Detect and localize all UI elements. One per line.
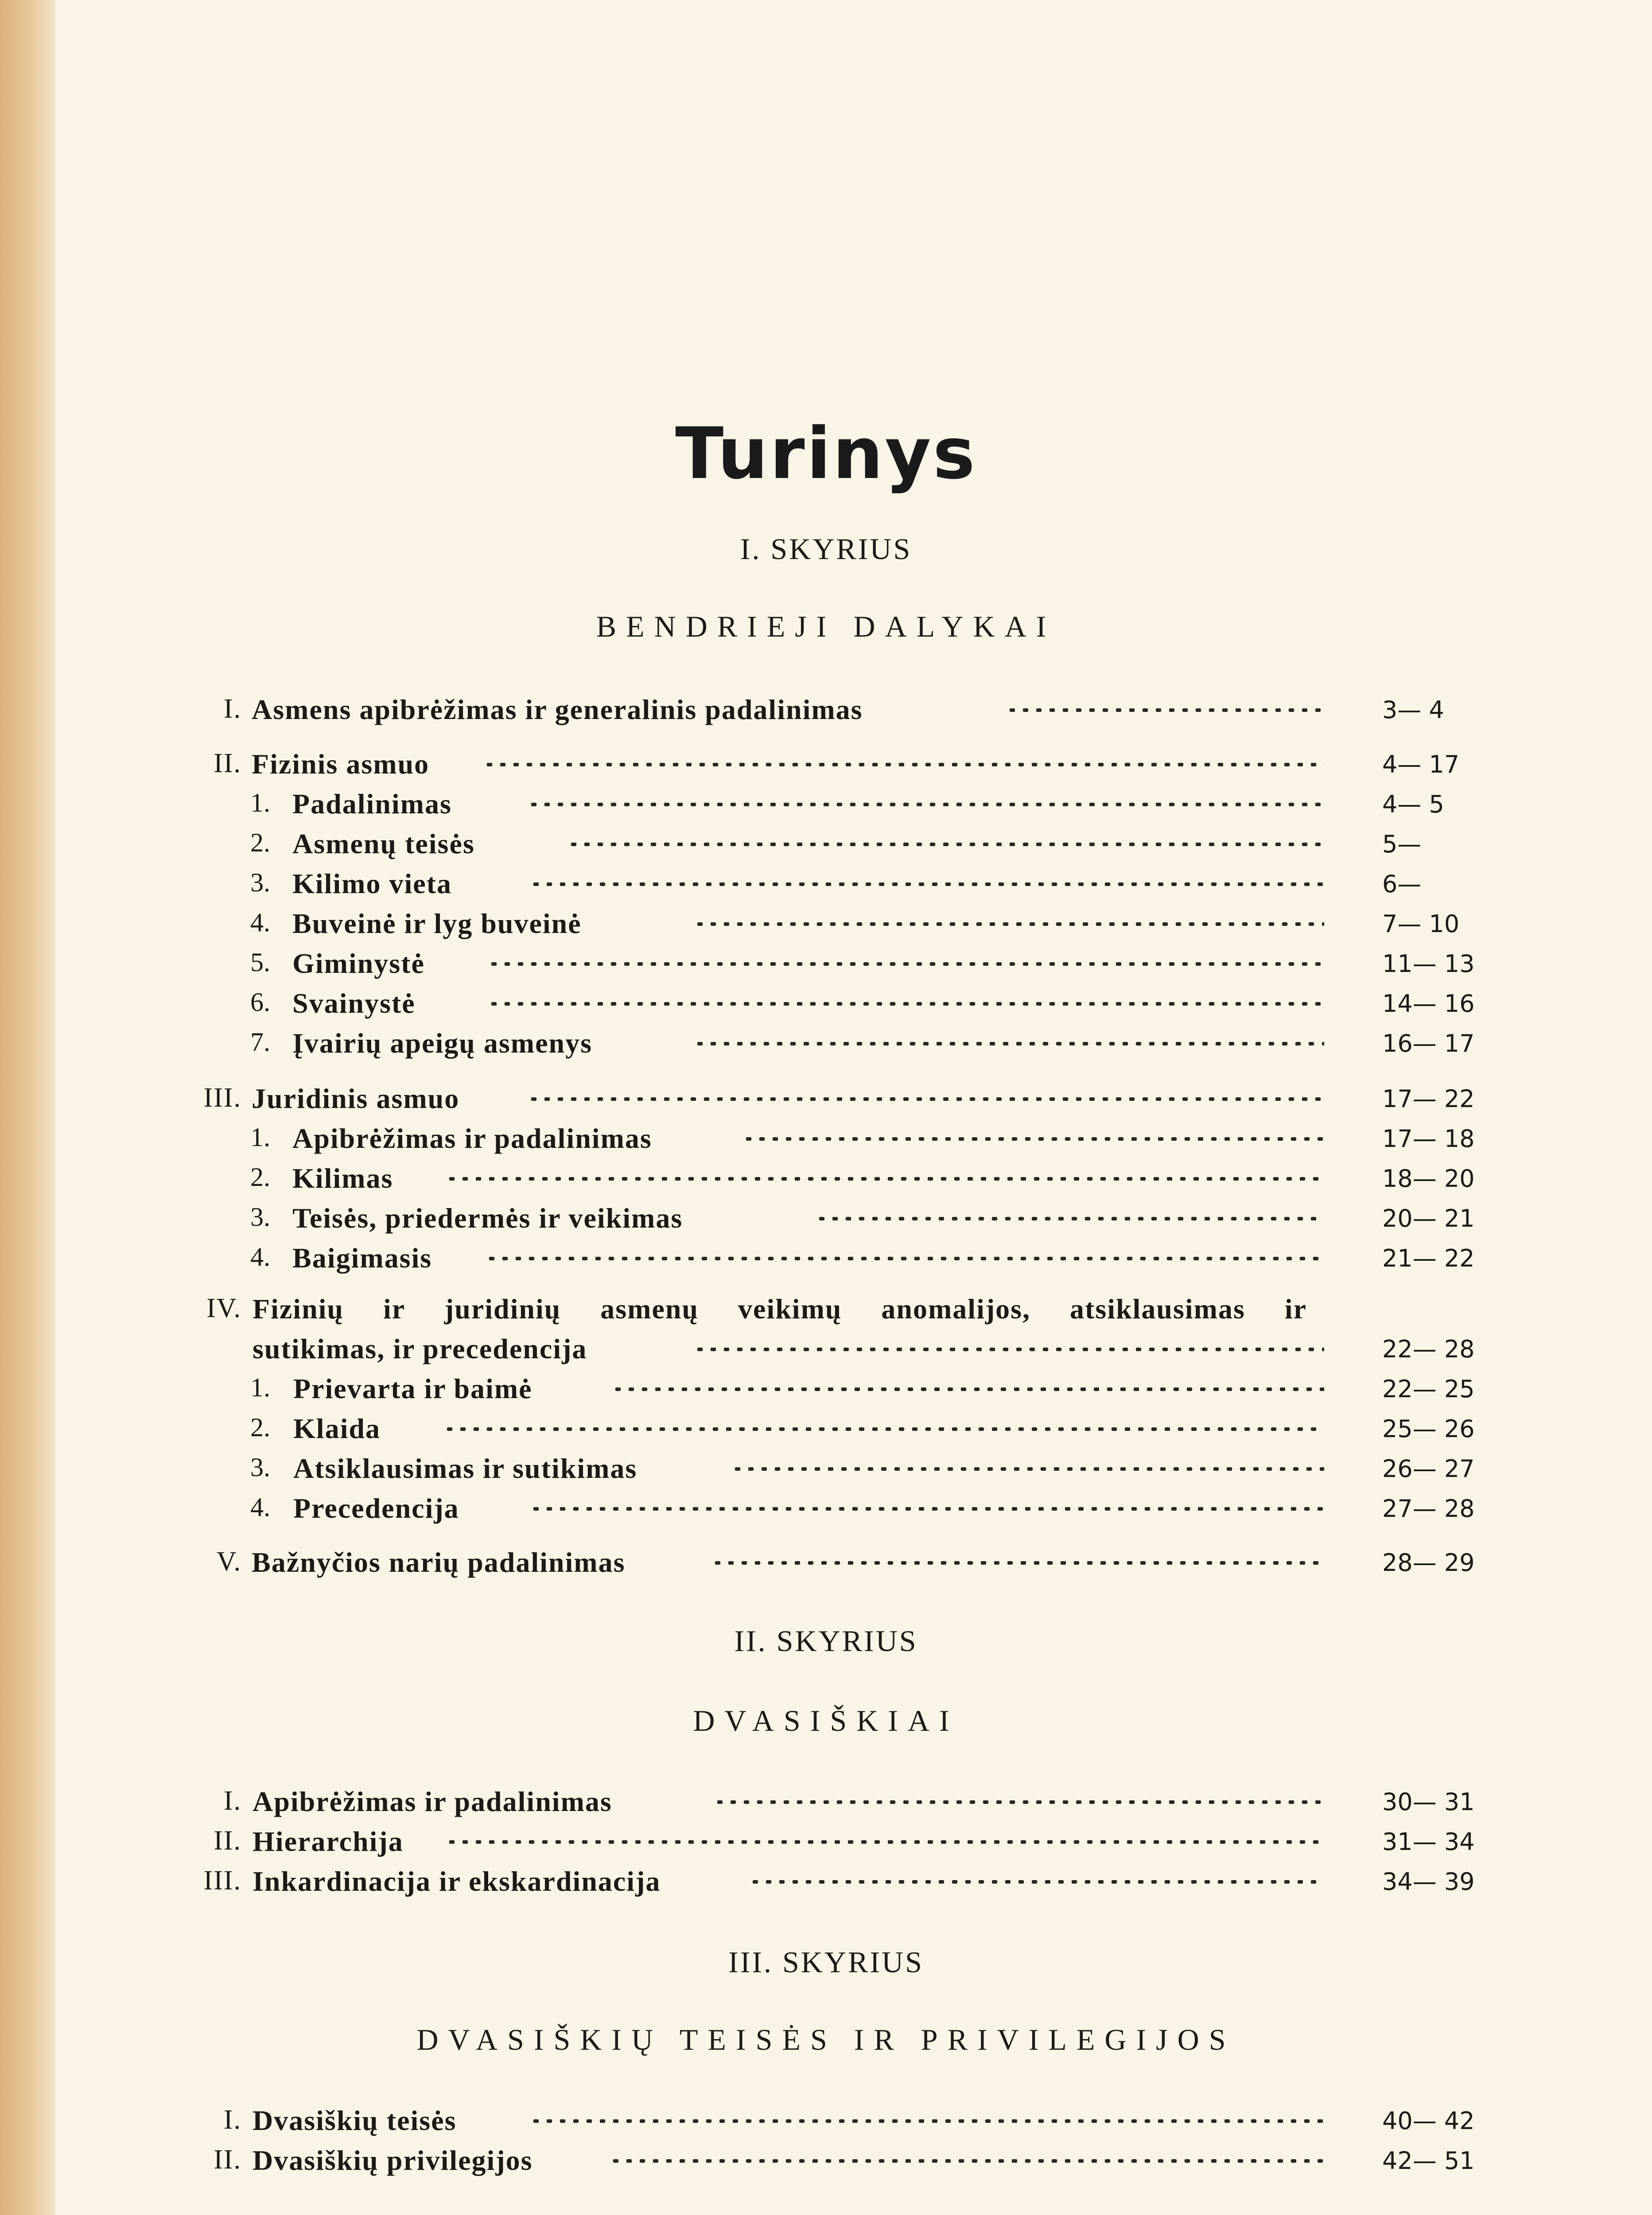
item-number: 7. [250, 1027, 270, 1057]
leader-dots [567, 843, 1324, 846]
item-title: Asmenų teisės [292, 828, 475, 859]
leader-dots [609, 2159, 1324, 2163]
item-title: Kilimas [292, 1162, 393, 1194]
section-number: I. [223, 1786, 241, 1816]
leader-dots [483, 763, 1324, 766]
toc-item [0, 907, 1652, 947]
section-title: Apibrėžimas ir padalinimas [253, 1786, 612, 1817]
toc-section [0, 1865, 1652, 1905]
item-number: 4. [250, 1492, 270, 1522]
chapter-label: II. SKYRIUS [734, 1624, 918, 1658]
item-title: Baigimasis [292, 1242, 432, 1274]
chapter-name: DVASIŠKIŲ TEISĖS IR PRIVILEGIJOS [416, 2023, 1236, 2056]
leader-dots [487, 962, 1324, 966]
page-range: 17— 22 [1382, 1085, 1475, 1113]
item-number: 3. [250, 868, 270, 897]
toc-item [0, 1162, 1652, 1202]
page-range: 4— 5 [1382, 790, 1444, 818]
leader-dots [742, 1137, 1324, 1141]
leader-dots [731, 1467, 1324, 1471]
toc-section [0, 1546, 1652, 1586]
page-range: 28— 29 [1382, 1549, 1475, 1577]
page-range: 6— [1382, 870, 1422, 898]
section-title: Dvasiškių privilegijos [253, 2145, 533, 2176]
toc-item [0, 828, 1652, 867]
section-number: IV. [206, 1293, 241, 1323]
item-number: 2. [250, 1413, 270, 1442]
section-title-continued: sutikimas, ir precedencija [253, 1333, 587, 1364]
toc-section [0, 748, 1652, 788]
page-range: 17— 18 [1382, 1125, 1475, 1153]
leader-dots [713, 1800, 1324, 1804]
toc-section [0, 693, 1652, 733]
item-title: Apibrėžimas ir padalinimas [292, 1123, 652, 1154]
leader-dots [611, 1387, 1324, 1391]
page-range: 20— 21 [1382, 1205, 1475, 1232]
item-number: 1. [250, 1123, 270, 1152]
section-number: III. [203, 1083, 241, 1113]
page-range: 31— 34 [1382, 1828, 1475, 1856]
item-number: 2. [250, 828, 270, 857]
item-title: Buveinė ir lyg buveinė [292, 908, 582, 939]
page-range: 26— 27 [1382, 1455, 1475, 1483]
toc-section [0, 2104, 1652, 2144]
leader-dots [487, 1002, 1324, 1006]
chapter-label: III. SKYRIUS [728, 1945, 924, 1979]
chapter-label: I. SKYRIUS [740, 532, 912, 566]
section-title: Hierarchija [253, 1826, 404, 1857]
leader-dots [711, 1561, 1324, 1565]
toc-section-continuation [0, 1333, 1652, 1372]
item-number: 6. [250, 987, 270, 1017]
item-title: Įvairių apeigų asmenys [292, 1027, 592, 1059]
item-title: Kilimo vieta [292, 868, 452, 899]
page-range: 3— 4 [1382, 696, 1444, 724]
toc-item [0, 1492, 1652, 1532]
page-range: 5— [1382, 830, 1422, 858]
toc-item [0, 1122, 1652, 1162]
item-number: 1. [250, 1373, 270, 1402]
leader-dots [445, 1177, 1324, 1181]
toc-section [0, 1825, 1652, 1865]
toc-item [0, 788, 1652, 828]
section-number: I. [223, 694, 241, 724]
toc-item [0, 867, 1652, 907]
page-title: Turinys [675, 412, 977, 495]
item-number: 4. [250, 1242, 270, 1271]
item-title: Giminystė [292, 948, 425, 979]
item-title: Atsiklausimas ir sutikimas [293, 1453, 637, 1484]
leader-dots [815, 1217, 1324, 1220]
page-range: 42— 51 [1382, 2147, 1475, 2175]
page-range: 25— 26 [1382, 1415, 1475, 1443]
item-title: Padalinimas [292, 788, 452, 820]
section-number: II. [214, 2145, 241, 2175]
leader-dots [527, 803, 1324, 806]
leader-dots [693, 1348, 1324, 1351]
page-range: 27— 28 [1382, 1495, 1475, 1523]
toc-item [0, 1372, 1652, 1412]
leader-dots [749, 1880, 1324, 1884]
section-number: III. [203, 1865, 241, 1896]
section-number: II. [214, 1826, 241, 1856]
leader-dots [693, 1042, 1324, 1045]
toc-section [0, 1785, 1652, 1825]
section-number: I. [223, 2105, 241, 2135]
item-number: 5. [250, 948, 270, 977]
item-title: Precedencija [293, 1492, 459, 1524]
toc-item [0, 1242, 1652, 1282]
leader-dots [1006, 708, 1324, 712]
section-title: Fizinių ir juridinių asmenų veikimų anomalijos, atsiklausimas ir [253, 1293, 1307, 1325]
item-title: Prievarta ir baimė [293, 1373, 533, 1404]
section-title: Bažnyčios narių padalinimas [252, 1547, 626, 1578]
page-range: 21— 22 [1382, 1244, 1475, 1272]
section-title: Asmens apibrėžimas ir generalinis padalinimas [252, 694, 863, 725]
item-title: Svainystė [292, 987, 416, 1019]
section-number: II. [214, 748, 241, 778]
toc-section [0, 1082, 1652, 1122]
leader-dots [529, 882, 1324, 886]
item-number: 4. [250, 908, 270, 937]
toc-item [0, 987, 1652, 1027]
page-range: 4— 17 [1382, 750, 1460, 778]
leader-dots [527, 1097, 1324, 1101]
page-range: 40— 42 [1382, 2107, 1475, 2135]
section-title: Inkardinacija ir ekskardinacija [253, 1865, 661, 1897]
chapter-name: BENDRIEJI DALYKAI [596, 610, 1056, 643]
leader-dots [445, 1840, 1324, 1844]
page-range: 16— 17 [1382, 1030, 1475, 1057]
leader-dots [485, 1257, 1324, 1260]
leader-dots [529, 2119, 1324, 2123]
leader-dots [443, 1427, 1324, 1431]
section-title: Fizinis asmuo [252, 748, 430, 780]
page-range: 11— 13 [1382, 950, 1475, 978]
section-title: Juridinis asmuo [252, 1083, 460, 1114]
section-title: Dvasiškių teisės [253, 2105, 457, 2136]
item-number: 3. [250, 1453, 270, 1482]
toc-item [0, 1452, 1652, 1492]
item-number: 2. [250, 1162, 270, 1192]
page-range: 7— 10 [1382, 910, 1460, 938]
chapter-name: DVASIŠKIAI [693, 1704, 959, 1737]
item-title: Klaida [293, 1413, 381, 1444]
page-range: 22— 25 [1382, 1375, 1475, 1403]
toc-section [0, 2144, 1652, 2184]
toc-item [0, 1027, 1652, 1067]
item-number: 1. [250, 788, 270, 817]
section-number: V. [216, 1547, 241, 1577]
leader-dots [693, 922, 1324, 926]
item-number: 3. [250, 1202, 270, 1232]
page-range: 18— 20 [1382, 1165, 1475, 1193]
page-range: 34— 39 [1382, 1868, 1475, 1896]
item-title: Teisės, priedermės ir veikimas [292, 1202, 683, 1234]
toc-item [0, 1202, 1652, 1242]
page-range: 22— 28 [1382, 1335, 1475, 1363]
page-range: 30— 31 [1382, 1788, 1475, 1816]
toc-item [0, 947, 1652, 987]
toc-item [0, 1412, 1652, 1452]
leader-dots [529, 1507, 1324, 1511]
page-range: 14— 16 [1382, 990, 1475, 1018]
